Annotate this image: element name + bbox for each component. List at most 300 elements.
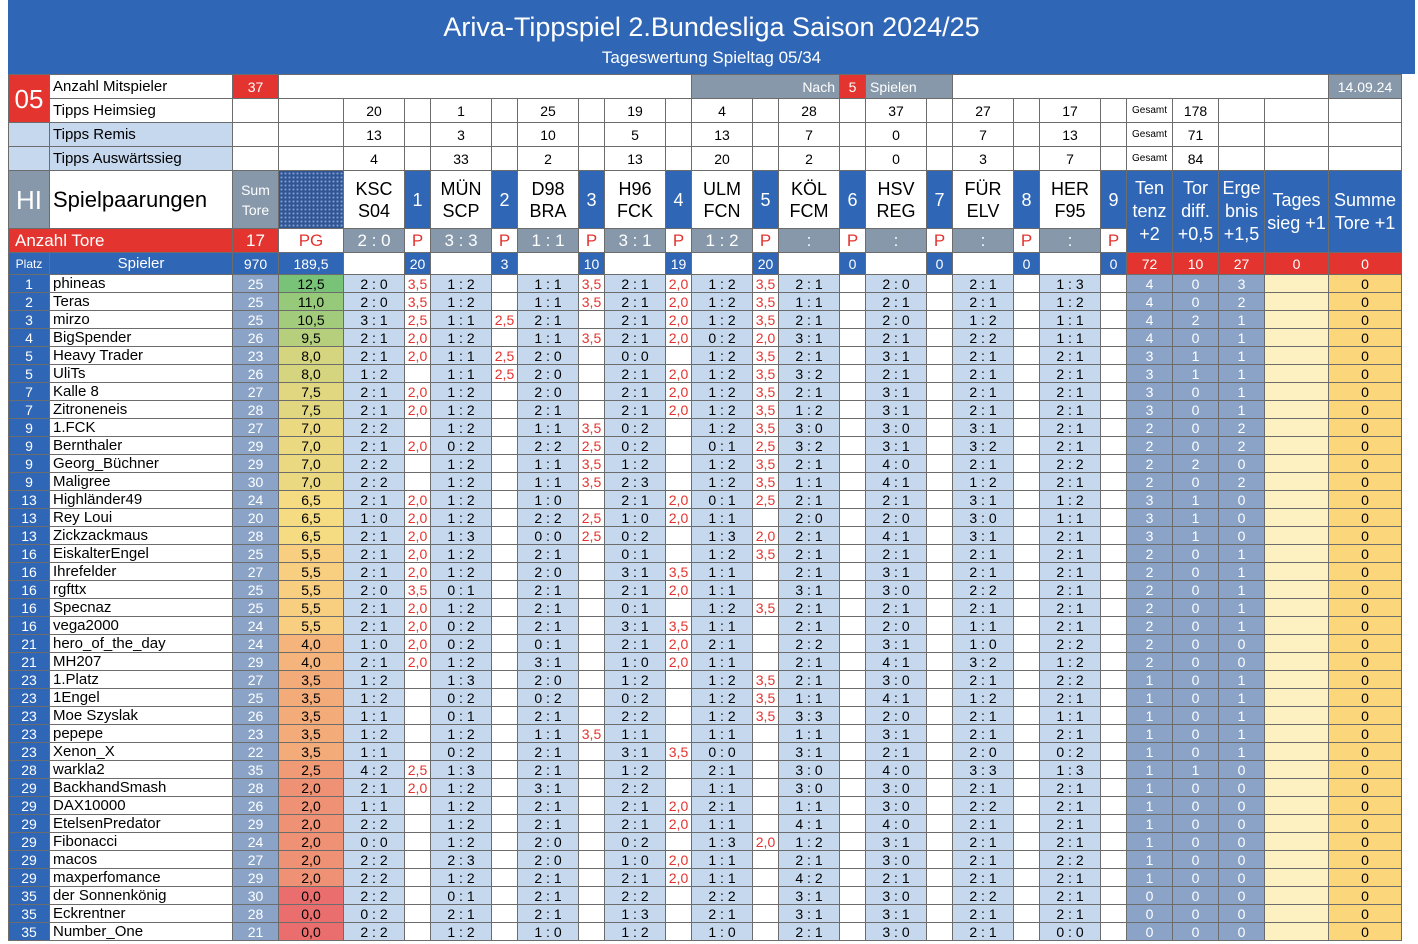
blank xyxy=(840,99,866,123)
blank xyxy=(666,123,692,147)
bonus: 0 xyxy=(1173,473,1219,491)
sum-tore: 27 xyxy=(233,851,279,869)
tipp: 1 : 1 xyxy=(1040,509,1101,527)
tipp: 1 : 1 xyxy=(692,563,753,581)
tipp: 2 : 2 xyxy=(344,815,405,833)
points xyxy=(1014,275,1040,293)
bonus: 2 xyxy=(1127,545,1173,563)
pg-value: 7,0 xyxy=(279,419,344,437)
points xyxy=(840,707,866,725)
points: 3,5 xyxy=(579,275,605,293)
points xyxy=(753,635,779,653)
spieler-name: Zitroneneis xyxy=(50,401,233,419)
points xyxy=(1014,599,1040,617)
points xyxy=(1101,491,1127,509)
points xyxy=(927,491,953,509)
tagessieg xyxy=(1265,491,1329,509)
tipp-count: 7 xyxy=(1040,147,1101,171)
tipp: 1 : 2 xyxy=(692,473,753,491)
sum-tore: 25 xyxy=(233,293,279,311)
tendenz-header: Ten tenz +2 xyxy=(1127,171,1173,253)
points: 2,0 xyxy=(666,329,692,347)
points xyxy=(753,869,779,887)
sum-tore: 26 xyxy=(233,365,279,383)
tipp: 1 : 2 xyxy=(692,671,753,689)
points xyxy=(1014,419,1040,437)
summe-tore: 0 xyxy=(1329,365,1402,383)
tipp: 1 : 2 xyxy=(605,761,666,779)
tipp: 2 : 1 xyxy=(605,365,666,383)
tipps-label: Tipps Heimsieg xyxy=(50,99,233,123)
summe-tore: 0 xyxy=(1329,833,1402,851)
home-team: KSC xyxy=(355,178,393,199)
match-result: 3 : 1 xyxy=(605,229,666,253)
tipp: 1 : 3 xyxy=(605,905,666,923)
tipp: 0 : 1 xyxy=(692,437,753,455)
points xyxy=(840,923,866,941)
points xyxy=(405,851,431,869)
tipp-count: 7 xyxy=(779,123,840,147)
tipp: 0 : 2 xyxy=(431,689,492,707)
platz: 16 xyxy=(9,545,50,563)
points xyxy=(840,689,866,707)
anzahl-tore-label: Anzahl Tore xyxy=(9,229,233,253)
points xyxy=(927,905,953,923)
tipp: 2 : 2 xyxy=(344,473,405,491)
match-number: 8 xyxy=(1014,171,1040,229)
tipp-count: 3 xyxy=(953,147,1014,171)
summe-tore: 0 xyxy=(1329,563,1402,581)
blank xyxy=(1101,99,1127,123)
bonus: 3 xyxy=(1127,383,1173,401)
tipp: 2 : 2 xyxy=(344,419,405,437)
blank xyxy=(405,147,431,171)
tipp-count: 1 xyxy=(431,99,492,123)
blank xyxy=(405,123,431,147)
tipp: 2 : 1 xyxy=(953,383,1014,401)
points: 3,5 xyxy=(666,743,692,761)
bonus: 2 xyxy=(1219,437,1265,455)
sum-tore: 30 xyxy=(233,887,279,905)
points xyxy=(927,815,953,833)
points xyxy=(666,707,692,725)
tipp: 1 : 2 xyxy=(431,455,492,473)
points xyxy=(840,725,866,743)
platz: 35 xyxy=(9,923,50,941)
tipp: 0 : 2 xyxy=(431,743,492,761)
spieler-name: Number_One xyxy=(50,923,233,941)
points xyxy=(753,797,779,815)
tipp: 2 : 1 xyxy=(1040,473,1101,491)
points xyxy=(492,671,518,689)
bonus: 0 xyxy=(1219,887,1265,905)
tipp: 1 : 2 xyxy=(692,689,753,707)
tipp: 0 : 2 xyxy=(605,527,666,545)
tipps-label: Tipps Auswärtssieg xyxy=(50,147,233,171)
tipp: 1 : 2 xyxy=(431,419,492,437)
spieler-name: EtelsenPredator xyxy=(50,815,233,833)
tipp: 2 : 0 xyxy=(518,347,579,365)
bonus: 0 xyxy=(1173,383,1219,401)
bonus: 1 xyxy=(1127,707,1173,725)
ergebnis-header: Erge bnis +1,5 xyxy=(1219,171,1265,253)
match-number: 7 xyxy=(927,171,953,229)
points: 2,0 xyxy=(405,401,431,419)
tipp: 2 : 1 xyxy=(344,401,405,419)
tipp: 2 : 1 xyxy=(518,707,579,725)
spieler-name: Maligree xyxy=(50,473,233,491)
match-result: : xyxy=(953,229,1014,253)
blank xyxy=(344,253,405,275)
blank xyxy=(279,75,692,99)
points xyxy=(753,815,779,833)
points xyxy=(840,401,866,419)
blank xyxy=(1265,99,1329,123)
points xyxy=(666,725,692,743)
tipp: 2 : 0 xyxy=(518,365,579,383)
home-team: KÖL xyxy=(790,178,828,199)
platz: 1 xyxy=(9,275,50,293)
summe-tore: 0 xyxy=(1329,635,1402,653)
tipp: 2 : 1 xyxy=(953,401,1014,419)
points xyxy=(492,743,518,761)
points xyxy=(492,563,518,581)
tipp: 3 : 1 xyxy=(866,905,927,923)
platz: 5 xyxy=(9,365,50,383)
spieler-name: Georg_Büchner xyxy=(50,455,233,473)
tipp: 2 : 1 xyxy=(344,329,405,347)
points xyxy=(927,473,953,491)
points xyxy=(492,509,518,527)
bonus: 0 xyxy=(1173,653,1219,671)
gesamt-label: Gesamt xyxy=(1127,123,1173,147)
points: 2,0 xyxy=(405,491,431,509)
points xyxy=(405,725,431,743)
tipp: 1 : 2 xyxy=(605,923,666,941)
points xyxy=(840,653,866,671)
points xyxy=(1101,509,1127,527)
points xyxy=(927,383,953,401)
summe-tore: 0 xyxy=(1329,581,1402,599)
points xyxy=(492,275,518,293)
points xyxy=(492,653,518,671)
bonus: 1 xyxy=(1173,491,1219,509)
tipp: 1 : 2 xyxy=(779,833,840,851)
tagessieg xyxy=(1265,545,1329,563)
pg-value: 2,0 xyxy=(279,851,344,869)
tipp: 1 : 0 xyxy=(605,851,666,869)
points xyxy=(1014,365,1040,383)
points xyxy=(1101,887,1127,905)
summe-tore: 0 xyxy=(1329,347,1402,365)
sum-tore: 28 xyxy=(233,527,279,545)
points xyxy=(666,923,692,941)
tipp: 3 : 0 xyxy=(866,671,927,689)
tipp: 1 : 3 xyxy=(692,527,753,545)
points xyxy=(1014,923,1040,941)
sum-tore: 24 xyxy=(233,491,279,509)
match-result: : xyxy=(1040,229,1101,253)
points xyxy=(1014,797,1040,815)
bonus: 3 xyxy=(1127,365,1173,383)
points xyxy=(1014,815,1040,833)
points xyxy=(666,833,692,851)
tipp: 3 : 3 xyxy=(779,707,840,725)
tipp: 1 : 2 xyxy=(431,725,492,743)
points xyxy=(405,689,431,707)
spieler-name: EiskalterEngel xyxy=(50,545,233,563)
tipp: 1 : 1 xyxy=(431,347,492,365)
platz: 29 xyxy=(9,797,50,815)
tipp: 1 : 1 xyxy=(692,581,753,599)
points xyxy=(840,419,866,437)
points xyxy=(840,275,866,293)
sum-tore: 26 xyxy=(233,707,279,725)
summe-tore: 0 xyxy=(1329,761,1402,779)
tagessieg xyxy=(1265,761,1329,779)
points xyxy=(1101,779,1127,797)
tipp: 2 : 1 xyxy=(953,779,1014,797)
tipp: 1 : 2 xyxy=(692,455,753,473)
sum-tore: 25 xyxy=(233,275,279,293)
match-result: 1 : 1 xyxy=(518,229,579,253)
tipp: 1 : 1 xyxy=(779,797,840,815)
tagessieg xyxy=(1265,815,1329,833)
tipp: 1 : 1 xyxy=(344,797,405,815)
pg-value: 4,0 xyxy=(279,653,344,671)
bonus: 2 xyxy=(1173,311,1219,329)
pg-value: 5,5 xyxy=(279,581,344,599)
points xyxy=(1014,383,1040,401)
bonus: 0 xyxy=(1173,851,1219,869)
points: 2,0 xyxy=(405,383,431,401)
points xyxy=(753,851,779,869)
tipp: 1 : 2 xyxy=(1040,491,1101,509)
points xyxy=(753,617,779,635)
tipp: 1 : 2 xyxy=(692,347,753,365)
points xyxy=(927,689,953,707)
pg-value: 8,0 xyxy=(279,365,344,383)
tagessieg xyxy=(1265,779,1329,797)
match-number: 4 xyxy=(666,171,692,229)
tipp: 2 : 1 xyxy=(518,311,579,329)
tipp: 2 : 2 xyxy=(605,707,666,725)
tipp: 2 : 0 xyxy=(866,509,927,527)
match-result: 2 : 0 xyxy=(344,229,405,253)
tipp: 2 : 2 xyxy=(953,887,1014,905)
tipp: 2 : 1 xyxy=(605,635,666,653)
tagessieg xyxy=(1265,635,1329,653)
points xyxy=(753,581,779,599)
spieler-name: UliTs xyxy=(50,365,233,383)
tipp: 1 : 2 xyxy=(431,545,492,563)
pg-value: 9,5 xyxy=(279,329,344,347)
points xyxy=(927,797,953,815)
bonus: 2 xyxy=(1173,455,1219,473)
sum-tore: 29 xyxy=(233,653,279,671)
tipp: 1 : 2 xyxy=(431,815,492,833)
tipp: 1 : 2 xyxy=(344,689,405,707)
platz: 29 xyxy=(9,869,50,887)
points xyxy=(927,293,953,311)
bonus: 0 xyxy=(1219,635,1265,653)
points xyxy=(927,347,953,365)
bonus: 4 xyxy=(1127,275,1173,293)
tipp: 4 : 1 xyxy=(866,473,927,491)
blank xyxy=(1219,147,1265,171)
blank xyxy=(579,147,605,171)
points xyxy=(1101,743,1127,761)
summe-tore: 0 xyxy=(1329,455,1402,473)
points: 2,5 xyxy=(405,311,431,329)
points xyxy=(579,383,605,401)
points xyxy=(1101,293,1127,311)
points xyxy=(492,635,518,653)
points xyxy=(405,743,431,761)
summe-tore: 0 xyxy=(1329,473,1402,491)
tipp: 1 : 1 xyxy=(1040,707,1101,725)
tipp: 2 : 1 xyxy=(431,905,492,923)
points xyxy=(927,725,953,743)
spieler-name: 1.FCK xyxy=(50,419,233,437)
spieler-name: MH207 xyxy=(50,653,233,671)
sum-tore: 27 xyxy=(233,563,279,581)
tagessieg xyxy=(1265,509,1329,527)
pg-value: 2,0 xyxy=(279,815,344,833)
sum-tore: 26 xyxy=(233,329,279,347)
tipp: 2 : 1 xyxy=(779,617,840,635)
points xyxy=(492,293,518,311)
points xyxy=(492,419,518,437)
tipp: 2 : 2 xyxy=(344,455,405,473)
tipp: 2 : 1 xyxy=(866,365,927,383)
platz: 29 xyxy=(9,833,50,851)
points xyxy=(1014,905,1040,923)
tipp: 2 : 1 xyxy=(779,671,840,689)
tipp: 3 : 1 xyxy=(779,905,840,923)
points xyxy=(405,455,431,473)
sum-tore: 27 xyxy=(233,419,279,437)
spieler-name: 1Engel xyxy=(50,689,233,707)
points: 3,5 xyxy=(579,725,605,743)
tipp: 2 : 1 xyxy=(953,293,1014,311)
points xyxy=(579,635,605,653)
tipp: 0 : 2 xyxy=(605,437,666,455)
bonus: 0 xyxy=(1173,689,1219,707)
match-points: 3 xyxy=(492,253,518,275)
bonus: 2 xyxy=(1127,635,1173,653)
points xyxy=(927,707,953,725)
points: 3,5 xyxy=(753,599,779,617)
home-team: D98 xyxy=(531,178,565,199)
tipp: 1 : 2 xyxy=(692,545,753,563)
points xyxy=(840,509,866,527)
tipp: 2 : 1 xyxy=(1040,527,1101,545)
tipp: 1 : 3 xyxy=(1040,275,1101,293)
bonus: 3 xyxy=(1127,527,1173,545)
tipp: 0 : 2 xyxy=(344,905,405,923)
points xyxy=(1014,833,1040,851)
spielpaarungen-label: Spielpaarungen xyxy=(50,171,233,229)
tipp: 2 : 1 xyxy=(953,707,1014,725)
points xyxy=(840,761,866,779)
points xyxy=(1014,851,1040,869)
tipp: 2 : 1 xyxy=(779,311,840,329)
hi-label: HI xyxy=(9,171,50,229)
points xyxy=(927,671,953,689)
points: 2,0 xyxy=(405,653,431,671)
points xyxy=(840,545,866,563)
points xyxy=(1101,473,1127,491)
platz: 23 xyxy=(9,743,50,761)
tipp: 3 : 1 xyxy=(866,347,927,365)
tipp: 2 : 0 xyxy=(344,293,405,311)
tipp: 1 : 1 xyxy=(779,725,840,743)
points xyxy=(840,437,866,455)
spieler-name: phineas xyxy=(50,275,233,293)
score-table xyxy=(8,74,1402,941)
tipp: 3 : 0 xyxy=(866,581,927,599)
points xyxy=(666,671,692,689)
points xyxy=(1014,671,1040,689)
tipp: 1 : 2 xyxy=(692,383,753,401)
points: 2,0 xyxy=(405,329,431,347)
points xyxy=(1101,797,1127,815)
bonus: 0 xyxy=(1173,419,1219,437)
tipp: 0 : 0 xyxy=(1040,923,1101,941)
points: 2,5 xyxy=(492,347,518,365)
bonus: 4 xyxy=(1127,329,1173,347)
tagessieg xyxy=(1265,419,1329,437)
tipp: 4 : 1 xyxy=(779,815,840,833)
points xyxy=(405,671,431,689)
sum-tore: 25 xyxy=(233,689,279,707)
sum-tore: 24 xyxy=(233,617,279,635)
tipp-count: 19 xyxy=(605,99,666,123)
match-header xyxy=(605,171,666,229)
pg-value: 7,0 xyxy=(279,455,344,473)
points: 2,0 xyxy=(666,509,692,527)
points: 2,0 xyxy=(666,815,692,833)
tagessieg xyxy=(1265,689,1329,707)
match-points: 0 xyxy=(840,253,866,275)
points xyxy=(840,581,866,599)
tipp: 1 : 1 xyxy=(518,725,579,743)
tipp: 2 : 1 xyxy=(953,833,1014,851)
blank xyxy=(840,123,866,147)
blank xyxy=(666,147,692,171)
points xyxy=(405,923,431,941)
points xyxy=(1014,707,1040,725)
home-team: FÜR xyxy=(964,178,1002,199)
points xyxy=(492,455,518,473)
tipp: 1 : 2 xyxy=(692,707,753,725)
p-label: P xyxy=(405,229,431,253)
points xyxy=(492,905,518,923)
platz: 13 xyxy=(9,527,50,545)
bonus: 0 xyxy=(1173,545,1219,563)
summe-tore: 0 xyxy=(1329,509,1402,527)
tipp: 2 : 1 xyxy=(1040,419,1101,437)
points xyxy=(666,347,692,365)
bonus: 1 xyxy=(1173,527,1219,545)
points xyxy=(927,545,953,563)
bonus: 2 xyxy=(1127,455,1173,473)
blank xyxy=(1014,99,1040,123)
sum-tore: 21 xyxy=(233,923,279,941)
points xyxy=(492,797,518,815)
tipp: 2 : 2 xyxy=(605,887,666,905)
